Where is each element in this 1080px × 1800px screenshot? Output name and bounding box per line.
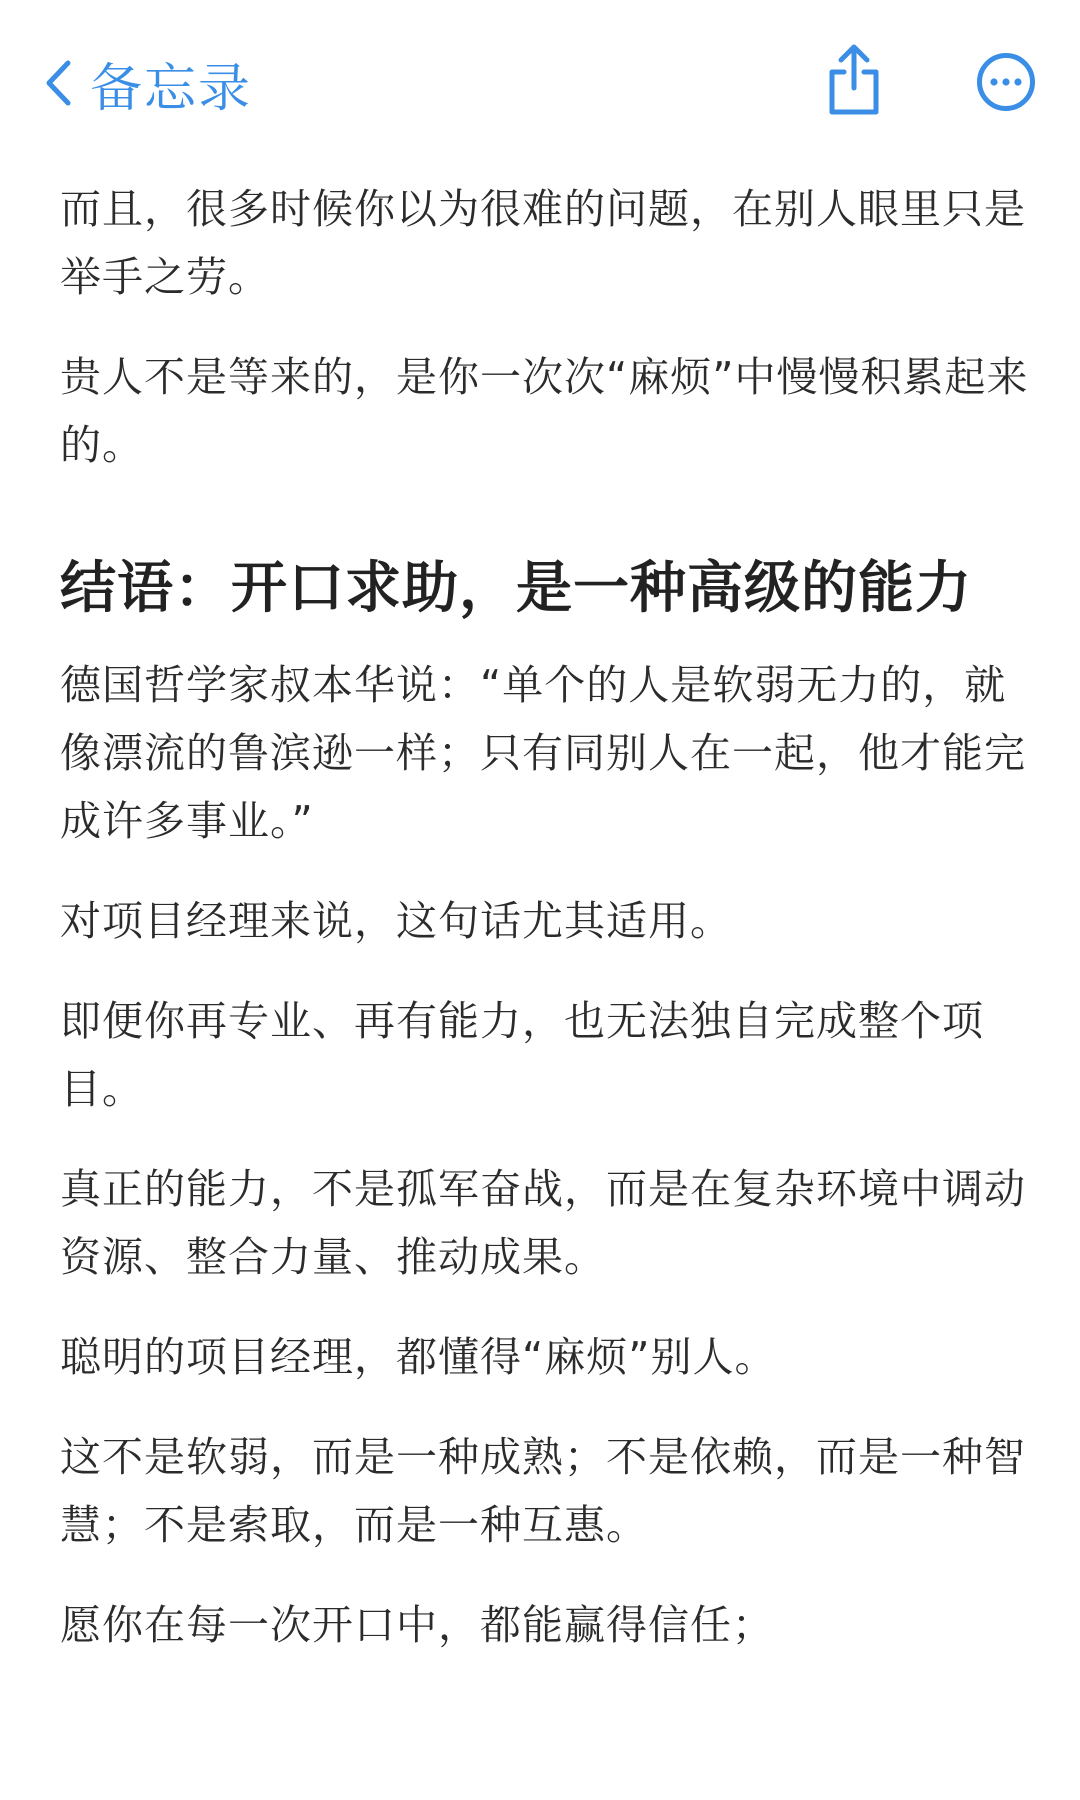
note-paragraph: 对项目经理来说，这句话尤其适用。 — [60, 897, 732, 945]
note-paragraph: 德国哲学家叔本华说：“单个的人是软弱无力的，就像漂流的鲁滨逊一样；只有同别人在一起，他才能完成许多事业。” — [60, 661, 1026, 845]
more-button[interactable] — [976, 52, 1036, 112]
navigation-bar — [0, 0, 1080, 170]
note-paragraph: 聪明的项目经理，都懂得“麻烦”别人。 — [60, 1333, 777, 1381]
share-icon — [824, 103, 884, 122]
note-paragraph: 而且，很多时候你以为很难的问题，在别人眼里只是举手之劳。 — [60, 185, 1026, 301]
chevron-left-icon — [44, 59, 72, 107]
more-icon — [976, 97, 1036, 116]
back-label: 备忘录 — [90, 58, 253, 119]
note-paragraph: 真正的能力，不是孤军奋战，而是在复杂环境中调动资源、整合力量、推动成果。 — [60, 1165, 1026, 1281]
note-body[interactable] — [60, 175, 1035, 1691]
section-heading: 结语：开口求助，是一种高级的能力 — [60, 556, 972, 621]
note-paragraph: 这不是软弱，而是一种成熟；不是依赖，而是一种智慧；不是索取，而是一种互惠。 — [60, 1433, 1026, 1549]
note-paragraph: 贵人不是等来的，是你一次次“麻烦”中慢慢积累起来的。 — [60, 353, 1029, 469]
back-button[interactable] — [44, 48, 252, 118]
note-paragraph: 即便你再专业、再有能力，也无法独自完成整个项目。 — [60, 997, 984, 1113]
note-paragraph: 愿你在每一次开口中，都能赢得信任； — [60, 1601, 774, 1649]
share-button[interactable] — [824, 42, 884, 118]
